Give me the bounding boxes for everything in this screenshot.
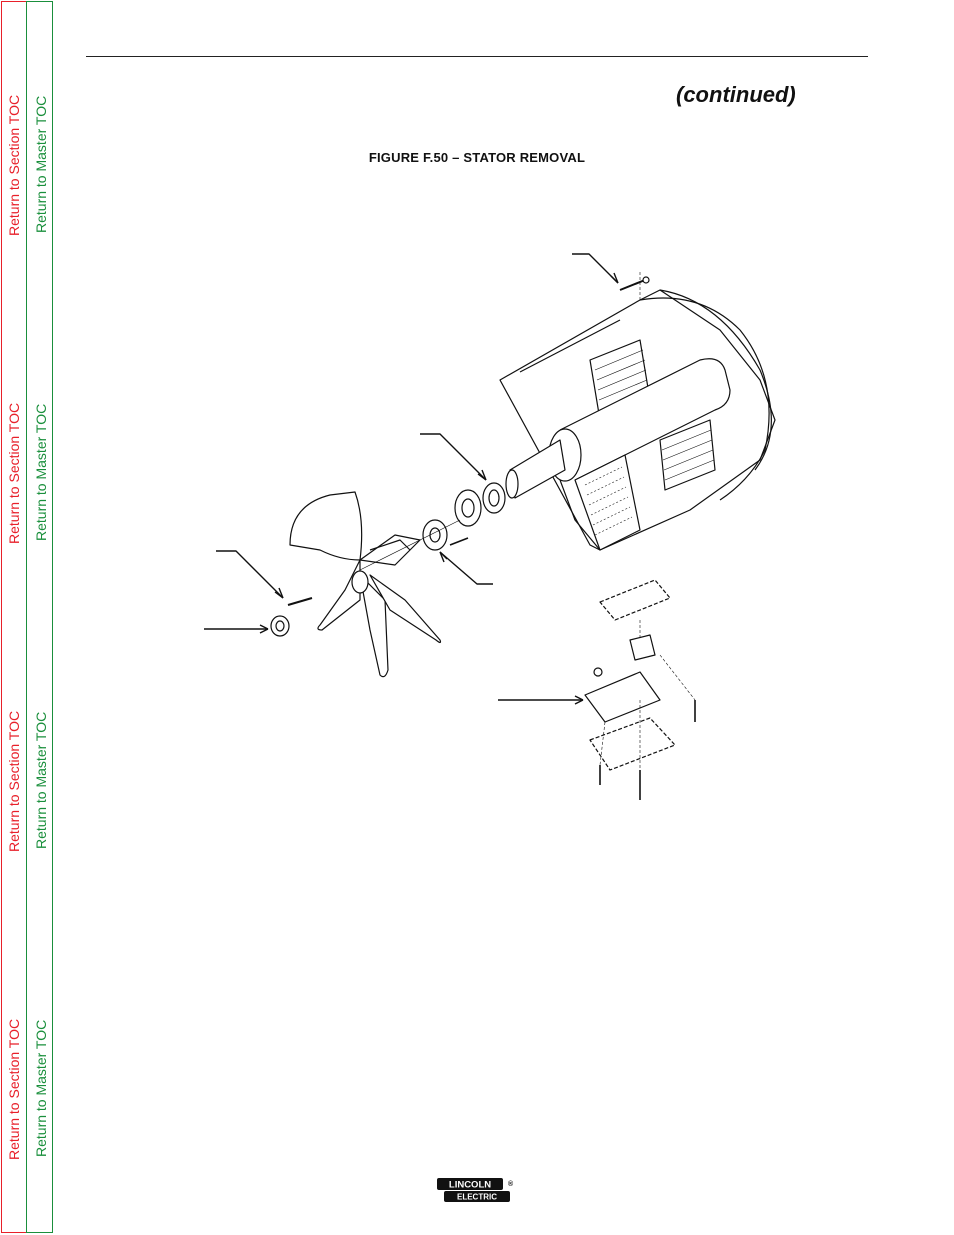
bearing-and-retainer: [423, 483, 505, 550]
master-toc-label-4[interactable]: Return to Master TOC: [33, 1019, 49, 1157]
logo-text-bottom: ELECTRIC: [457, 1192, 497, 1202]
stator-removal-diagram: [190, 240, 810, 820]
stator-housing: [500, 272, 775, 550]
mounting-bracket-assembly: [585, 580, 695, 800]
section-toc-label-3[interactable]: Return to Section TOC: [6, 710, 22, 852]
master-toc-label-1[interactable]: Return to Master TOC: [33, 95, 49, 233]
lincoln-electric-logo: [436, 1176, 514, 1204]
figure-caption: FIGURE F.50 – STATOR REMOVAL: [368, 150, 586, 165]
header-rule: [86, 56, 868, 57]
master-toc-label-2[interactable]: Return to Master TOC: [33, 403, 49, 541]
section-toc-label-1[interactable]: Return to Section TOC: [6, 94, 22, 236]
fan-nut-and-bolt: [271, 598, 312, 636]
toc-nav-strip: [0, 0, 54, 1235]
logo-registered-mark: ®: [508, 1181, 514, 1188]
logo-text-top: LINCOLN: [448, 1179, 492, 1191]
section-toc-label-2[interactable]: Return to Section TOC: [6, 402, 22, 544]
master-toc-label-3[interactable]: Return to Master TOC: [33, 711, 49, 849]
section-toc-label-4[interactable]: Return to Section TOC: [6, 1018, 22, 1160]
continued-label: (continued): [676, 82, 796, 107]
